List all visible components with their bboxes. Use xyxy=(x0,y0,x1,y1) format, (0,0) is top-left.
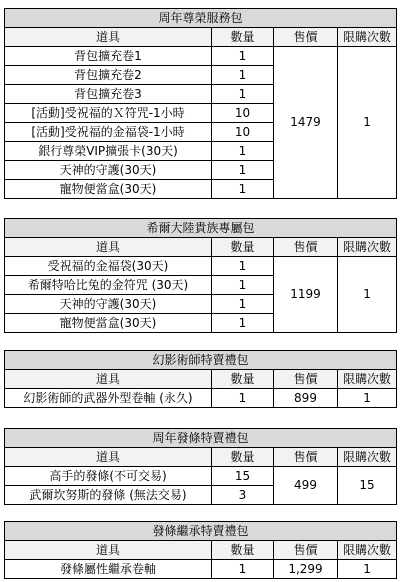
package-price: 499 xyxy=(274,467,338,505)
item-name: 銀行尊榮VIP擴張卡(30天) xyxy=(5,142,212,161)
item-quantity: 1 xyxy=(212,66,274,85)
column-header-item: 道具 xyxy=(5,238,212,257)
package-table xyxy=(4,8,396,199)
item-quantity: 10 xyxy=(212,123,274,142)
item-quantity: 1 xyxy=(212,295,274,314)
column-header-price: 售價 xyxy=(274,370,338,389)
column-header-item: 道具 xyxy=(5,541,212,560)
column-header-purchase-limit: 限購次數 xyxy=(338,448,397,467)
column-header-purchase-limit: 限購次數 xyxy=(338,28,397,47)
item-quantity: 1 xyxy=(212,142,274,161)
column-header-price: 售價 xyxy=(274,541,338,560)
item-quantity: 1 xyxy=(212,47,274,66)
item-quantity: 15 xyxy=(212,467,274,486)
item-quantity: 1 xyxy=(212,180,274,199)
column-header-purchase-limit: 限購次數 xyxy=(338,541,397,560)
column-header-quantity: 數量 xyxy=(212,370,274,389)
item-name: [活動]受祝福的Ｘ符咒-1小時 xyxy=(5,104,212,123)
item-name: 高手的發條(不可交易) xyxy=(5,467,212,486)
package-title: 周年發條特賣禮包 xyxy=(5,429,397,448)
item-name: 天神的守護(30天) xyxy=(5,161,212,180)
column-header-row xyxy=(5,370,397,389)
column-header-quantity: 數量 xyxy=(212,28,274,47)
column-header-row xyxy=(5,541,397,560)
package-price: 1199 xyxy=(274,257,338,333)
item-name: 天神的守護(30天) xyxy=(5,295,212,314)
item-quantity: 3 xyxy=(212,486,274,505)
item-quantity: 1 xyxy=(212,389,274,408)
package-table xyxy=(4,218,396,333)
package-price: 1,299 xyxy=(274,560,338,579)
item-name: 背包擴充卷3 xyxy=(5,85,212,104)
package-title: 幻影術師特賣禮包 xyxy=(5,351,397,370)
item-name: 幻影術師的武器外型卷軸 (永久) xyxy=(5,389,212,408)
item-name: 寵物便當盒(30天) xyxy=(5,180,212,199)
item-name: [活動]受祝福的金福袋-1小時 xyxy=(5,123,212,142)
package-table xyxy=(4,350,396,408)
package-purchase-limit: 1 xyxy=(338,47,397,199)
item-quantity: 1 xyxy=(212,276,274,295)
item-name: 受祝福的金福袋(30天) xyxy=(5,257,212,276)
item-quantity: 1 xyxy=(212,314,274,333)
package-purchase-limit: 15 xyxy=(338,467,397,505)
package-table xyxy=(4,521,396,579)
table-row xyxy=(5,467,397,486)
package-title: 周年尊榮服務包 xyxy=(5,9,397,28)
column-header-item: 道具 xyxy=(5,28,212,47)
column-header-price: 售價 xyxy=(274,238,338,257)
package-purchase-limit: 1 xyxy=(338,560,397,579)
column-header-item: 道具 xyxy=(5,448,212,467)
package-table xyxy=(4,428,396,505)
column-header-price: 售價 xyxy=(274,28,338,47)
table-row xyxy=(5,389,397,408)
table-row xyxy=(5,257,397,276)
column-header-quantity: 數量 xyxy=(212,541,274,560)
column-header-quantity: 數量 xyxy=(212,238,274,257)
column-header-row xyxy=(5,238,397,257)
item-name: 武爾坎努斯的發條 (無法交易) xyxy=(5,486,212,505)
package-purchase-limit: 1 xyxy=(338,389,397,408)
item-quantity: 1 xyxy=(212,85,274,104)
item-name: 希爾特哈比兔的金符咒 (30天) xyxy=(5,276,212,295)
column-header-price: 售價 xyxy=(274,448,338,467)
item-quantity: 1 xyxy=(212,257,274,276)
column-header-purchase-limit: 限購次數 xyxy=(338,238,397,257)
item-name: 發條屬性繼承卷軸 xyxy=(5,560,212,579)
item-quantity: 1 xyxy=(212,161,274,180)
item-name: 寵物便當盒(30天) xyxy=(5,314,212,333)
package-price: 899 xyxy=(274,389,338,408)
package-price: 1479 xyxy=(274,47,338,199)
item-quantity: 1 xyxy=(212,560,274,579)
item-name: 背包擴充卷2 xyxy=(5,66,212,85)
item-name: 背包擴充卷1 xyxy=(5,47,212,66)
table-row xyxy=(5,560,397,579)
package-purchase-limit: 1 xyxy=(338,257,397,333)
item-quantity: 10 xyxy=(212,104,274,123)
column-header-row xyxy=(5,448,397,467)
column-header-item: 道具 xyxy=(5,370,212,389)
table-row xyxy=(5,47,397,66)
package-title: 希爾大陸貴族專屬包 xyxy=(5,219,397,238)
column-header-purchase-limit: 限購次數 xyxy=(338,370,397,389)
column-header-row xyxy=(5,28,397,47)
package-title: 發條繼承特賣禮包 xyxy=(5,522,397,541)
column-header-quantity: 數量 xyxy=(212,448,274,467)
